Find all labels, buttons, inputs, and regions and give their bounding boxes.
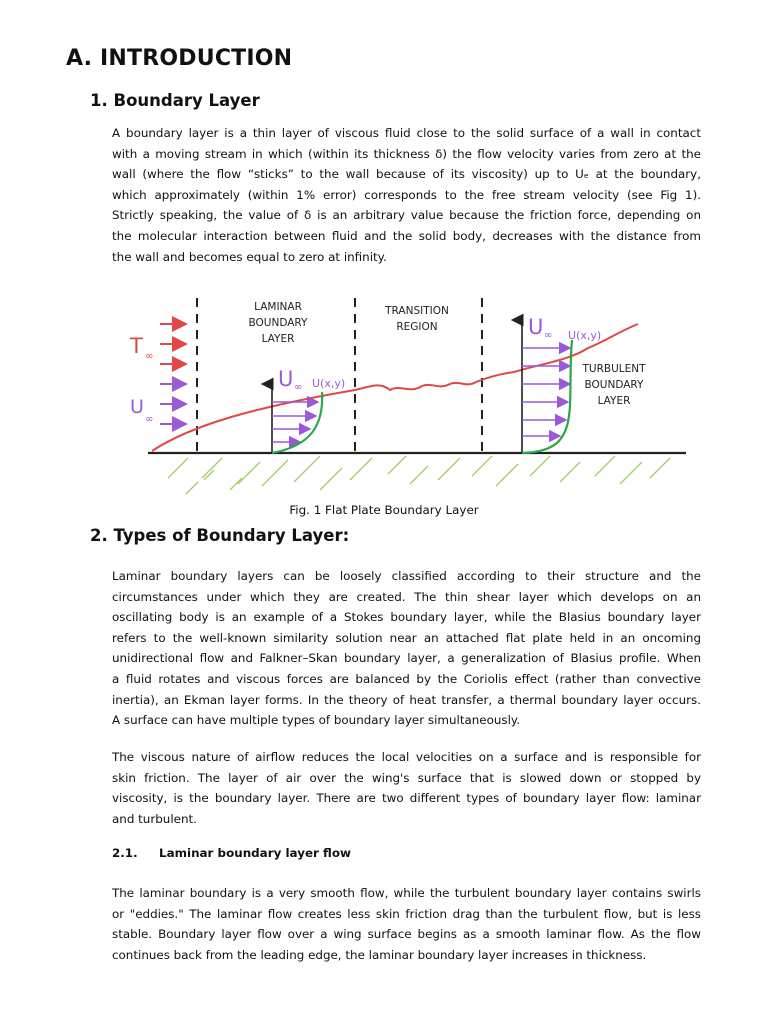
transition-label-line: TRANSITION	[385, 305, 449, 317]
turbulent-label-line: BOUNDARY	[584, 379, 644, 391]
velocity-arrows	[160, 384, 186, 424]
transition-label-line: REGION	[396, 321, 438, 333]
text-line: continues back from the leading edge, the laminar boundary layer increases in thickness.	[112, 947, 647, 962]
text-line: wall (where the flow “sticks” to the wall because of its viscosity) up to Uₑ at the boundary,	[112, 167, 701, 182]
laminar-label-line: LAYER	[261, 333, 295, 345]
text-line: Laminar boundary layers can be loosely classified according to their structure and the	[112, 569, 701, 583]
text-line: unidirectional flow and Falkner–Skan boundary layer, a generalization of Blasius profile. When	[112, 651, 701, 666]
paragraph-viscous-nature	[112, 747, 701, 829]
text-line: which approximately (within 1% error) corresponds to the free stream velocity (see Fig 1).	[112, 187, 701, 202]
text-line: A boundary layer is a thin layer of viscous fluid close to the solid surface of a wall in contact	[112, 126, 701, 140]
text-line: stable. Boundary layer flow over a wing surface begins as a smooth laminar flow. As the flow	[112, 927, 701, 942]
t-infinity-symbol: T	[130, 334, 143, 358]
subheading-title: Laminar boundary layer flow	[159, 846, 351, 860]
subheading-laminar-flow	[112, 846, 351, 860]
text-line: skin friction. The layer of air over the wing's surface that is slowed down or stopped by	[112, 770, 701, 785]
text-line: or "eddies." The laminar flow creates less skin friction drag than the turbulent flow, but is less	[112, 906, 701, 921]
laminar-uxy-label: U(x,y)	[312, 377, 346, 390]
laminar-u-subscript: ∞	[294, 382, 303, 393]
flat-plate-figure	[110, 286, 700, 501]
text-line: refers to the well-known similarity solution near an attached flat plate held in an oncoming	[112, 630, 701, 645]
text-line: viscosity, is the boundary layer. There are two different types of boundary layer flow: laminar	[112, 791, 701, 806]
text-line: the wall and becomes equal to zero at infinity.	[112, 249, 387, 264]
t-infinity-subscript: ∞	[145, 351, 154, 362]
region-dividers	[197, 298, 482, 453]
turbulent-label-line: LAYER	[597, 395, 631, 407]
section-title: A. INTRODUCTION	[66, 46, 293, 71]
text-line: a fluid rotates and viscous forces are balanced by the Coriolis effect (rather than convective	[112, 671, 701, 686]
laminar-label-line: BOUNDARY	[248, 317, 308, 329]
boundary-layer-diagram	[110, 286, 700, 501]
text-line: and turbulent.	[112, 811, 197, 826]
turbulent-label-line: TURBULENT	[582, 363, 646, 375]
text-line: with a moving stream in which (within its thickness δ) the flow velocity varies from zero at the	[112, 146, 701, 161]
figure-caption: Fig. 1 Flat Plate Boundary Layer	[289, 503, 479, 517]
laminar-u-symbol: U	[278, 367, 294, 391]
text-line: A surface can have multiple types of boundary layer simultaneously.	[112, 713, 521, 728]
subheading-number: 2.1.	[112, 846, 138, 860]
text-line: the molecular interaction between fluid and the solid body, decreases with the distance from	[112, 228, 701, 243]
text-line: Strictly speaking, the value of δ is an arbitrary value because the friction force, depending on	[112, 208, 701, 223]
ground-hatching	[168, 456, 670, 494]
paragraph-boundary-layer	[112, 123, 701, 267]
turbulent-uxy-label: U(x,y)	[568, 329, 602, 342]
heading-boundary-layer: 1. Boundary Layer	[90, 91, 260, 110]
u-infinity-symbol: U	[130, 396, 144, 418]
laminar-label-line: LAMINAR	[254, 301, 302, 313]
turbulent-u-subscript: ∞	[544, 330, 553, 341]
laminar-profile	[272, 367, 345, 453]
heading-types-of-boundary-layer: 2. Types of Boundary Layer:	[90, 526, 350, 545]
u-infinity-subscript: ∞	[145, 414, 154, 425]
text-line: The laminar boundary is a very smooth flow, while the turbulent boundary layer contains swirls	[112, 886, 701, 900]
text-line: circumstances under which they are created. The thin shear layer which develops on an	[112, 589, 701, 604]
turbulent-u-symbol: U	[528, 315, 544, 339]
paragraph-laminar-classification	[112, 566, 701, 731]
text-line: inertia), an Ekman layer forms. In the theory of heat transfer, a thermal boundary layer occurs.	[112, 692, 701, 707]
paragraph-laminar-flow	[112, 883, 701, 965]
text-line: The viscous nature of airflow reduces the local velocities on a surface and is responsible for	[112, 750, 701, 764]
temperature-arrows	[160, 324, 186, 364]
text-line: oscillating body is an example of a Stokes boundary layer, while the Blasius boundary layer	[112, 610, 701, 625]
